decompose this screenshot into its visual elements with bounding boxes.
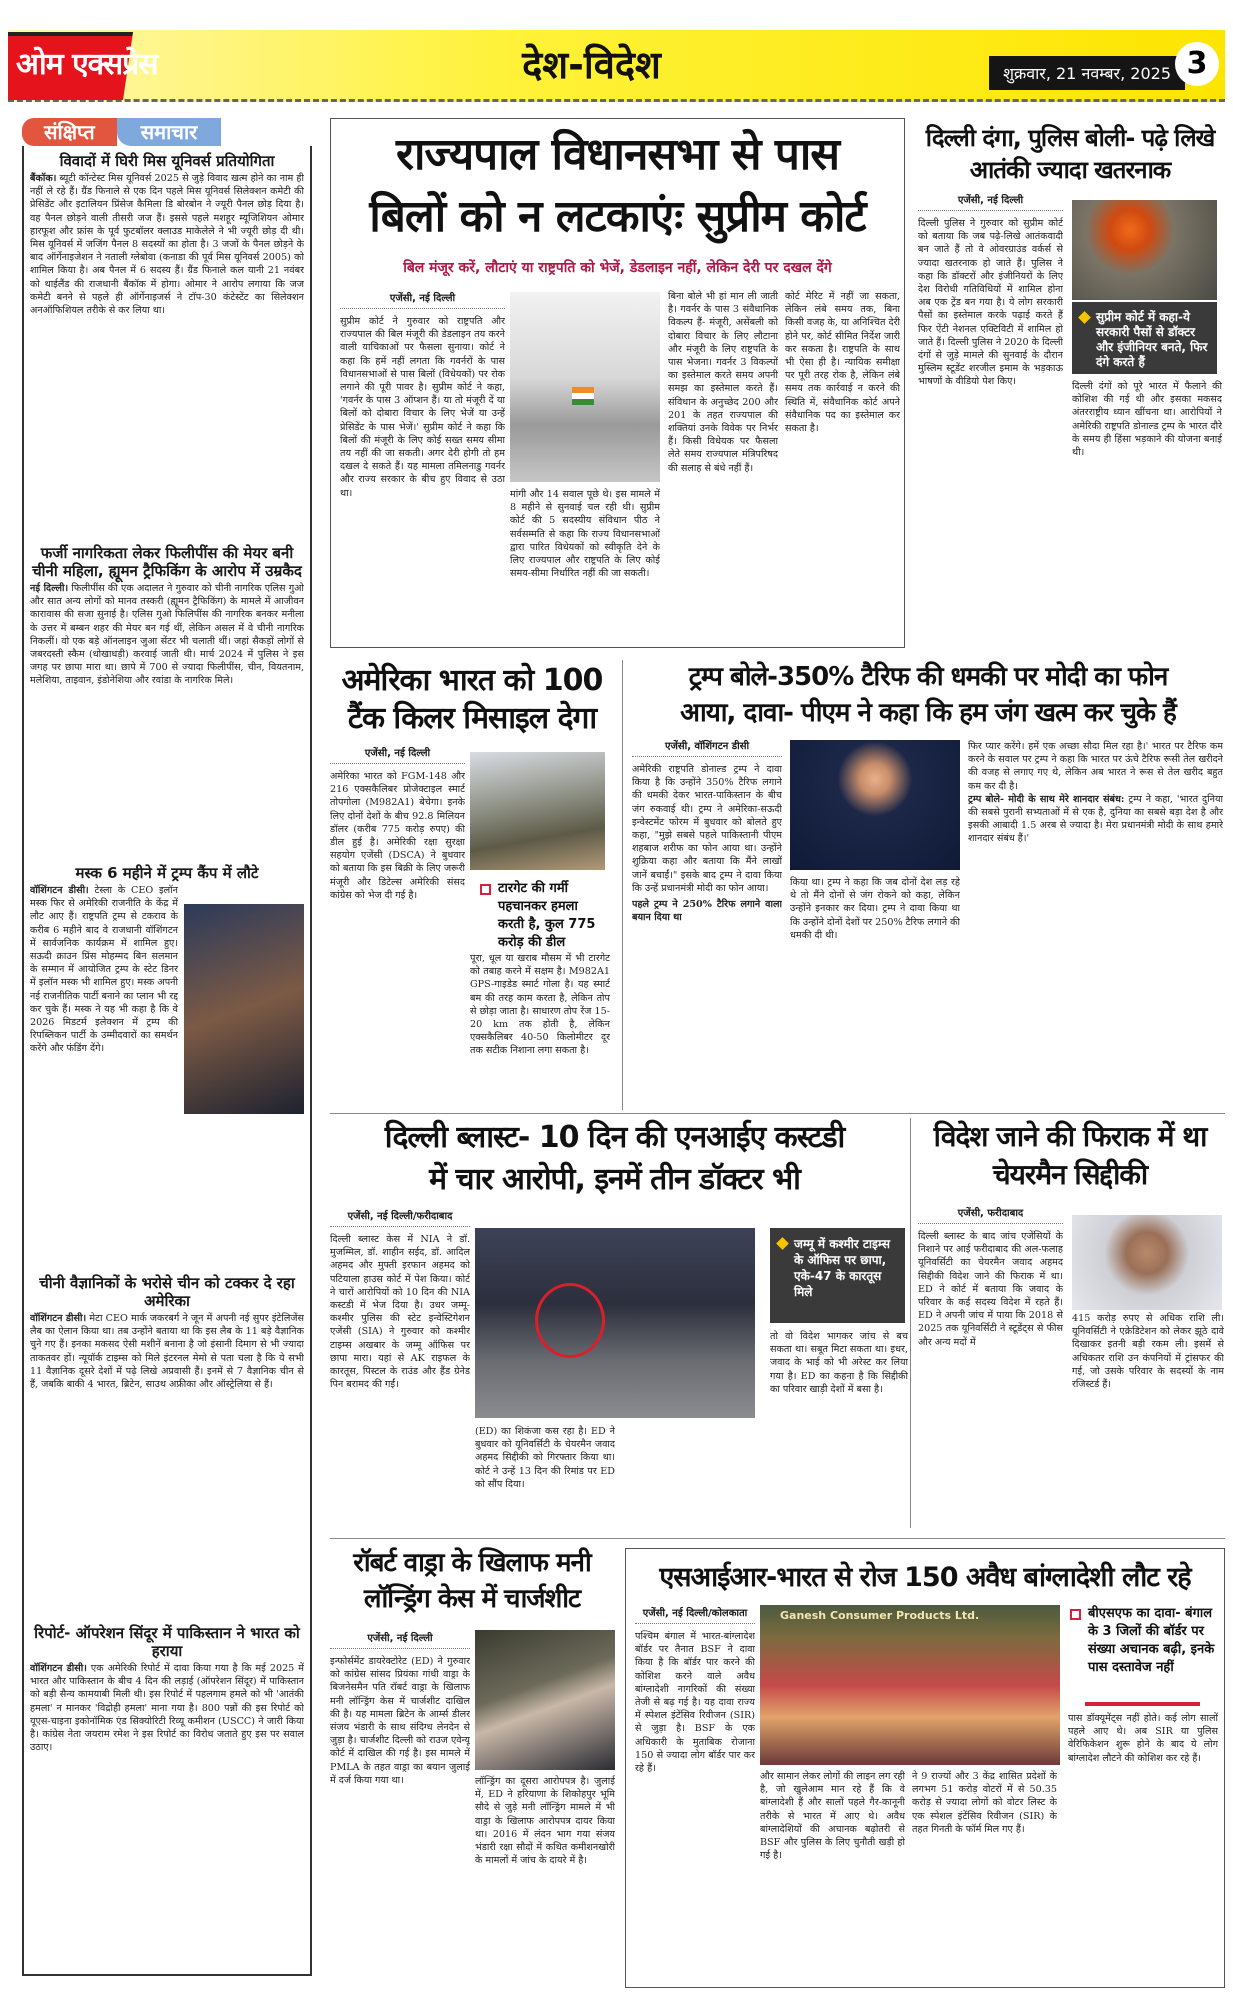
- brief-news-box: [22, 146, 312, 1976]
- brief-headline: फर्जी नागरिकता लेकर फिलीपींस की मेयर बनी चीनी महिला, ह्यूमन ट्रैफिकिंग के आरोप में उम्रकैद: [32, 544, 302, 580]
- riot-headline: दिल्ली दंगा, पुलिस बोली- पढ़े लिखे आतंकी ज्यादा खतरनाक: [925, 124, 1215, 184]
- page-number: 3: [1175, 42, 1219, 86]
- diamond-bullet-icon: [1078, 311, 1091, 324]
- supreme-court-photo: [510, 292, 660, 482]
- brief-dateline: नई दिल्ली।: [30, 583, 69, 594]
- blast-headline-line1: दिल्ली ब्लास्ट- 10 दिन की एनआईए कस्टडी: [384, 1120, 845, 1155]
- brief-news-sidebar: [22, 118, 312, 1978]
- brief-dateline: वॉशिंगटन डीसी।: [30, 1313, 87, 1324]
- lead-body-col2: मांगी और 14 सवाल पूछे थे। इस मामले में 8 महीने से सुनवाई चल रही थी। सुप्रीम कोर्ट की 5 सदस्यीय संविधान पीठ ने सर्वसम्मति से कहा कि राज्य विधानसभाओं द्वारा पारित विधेयकों को स्वीकृति देने के लिए राज्यपाल और राष्ट्रपति के लिए कोई समय-सीमा निर्धारित नहीं की जा सकती।: [510, 489, 660, 580]
- photo-banner-text: Ganesh Consumer Products Ltd.: [780, 1609, 980, 1622]
- highlight-circle: [535, 1283, 605, 1358]
- trump-body: अमेरिकी राष्ट्रपति डोनाल्ड ट्रम्प ने दावा किया है कि उन्होंने 350% टैरिफ लगाने की धमकी देकर भारत-पाकिस्तान के बीच जंग रुकवाई थी। ट्रम्प ने अमेरिका-सऊदी इन्वेस्टमेंट फोरम में बुधवार को बोलते हुए कहा, "मुझे सबसे पहले पाकिस्तानी पीएम शहबाज शरीफ का फोन आया था। उन्होंने शुक्रिया कहा और बताया कि मैंने लाखों जानें बचाईं।" इसके बाद ट्रम्प ने दावा किया कि उन्हें प्रधानमंत्री मोदी का फोन आया।: [632, 764, 782, 894]
- riot-photo: [1072, 200, 1217, 300]
- brief-item: [30, 148, 304, 540]
- sir-byline: एजेंसी, नई दिल्ली/कोलकाता: [635, 1605, 755, 1624]
- missile-photo: [470, 752, 605, 870]
- brief-item: [30, 540, 304, 860]
- section-title: देश-विदेश: [522, 43, 661, 87]
- brand-logo: ओम एक्सप्रेस: [16, 47, 158, 82]
- missile-body: अमेरिका भारत को FGM-148 और 216 एक्सकैलिबर प्रोजेक्टाइल स्मार्ट तोपगोला (M982A1) बेचेगा। इनके लिए दोनों देशों के बीच 92.8 मिलियन डॉलर (करीब 775 करोड़ रुपए) की डील हुई है। अमेरिकी रक्षा सुरक्षा सहयोग एजेंसी (DSCA) ने बुधवार को बताया कि इस बिक्री के लिए जरूरी मंजूरी और डिटेल्स अमेरिकी संसद कांग्रेस को भेज दी गई है।: [330, 771, 465, 901]
- siddiqui-body: दिल्ली ब्लास्ट के बाद जांच एजेंसियों के निशाने पर आई फरीदाबाद की अल-फलाह यूनिवर्सिटी का चेयरमैन जवाद अहमद सिद्दीकी विदेश जाने की फिराक में था। ED ने कोर्ट में बताया कि जवाद के परिवार के कई सदस्य विदेश में रहते हैं। ED ने अपनी जांच में पाया कि 2018 से 2025 तक यूनिवर्सिटी ने स्टूडेंट्स से फीस और अन्य मदों में: [918, 1231, 1063, 1348]
- sir-body: पश्चिम बंगाल में भारत-बांग्लादेश बॉर्डर पर तैनात BSF ने दावा किया है कि बॉर्डर पार करने की कोशिश करने वाले अवैध बांग्लादेशी नागरिकों की संख्या तेजी से बढ़ गई है। यह दावा राज्य में स्पेशल इंटेंसिव रिवीजन (SIR) से जुड़ा है। BSF के एक अधिकारी के मुताबिक रोजाना 150 से ज्यादा लोग बॉर्डर पार कर रहे हैं।: [635, 1631, 755, 1775]
- section-rule: [330, 1538, 1225, 1539]
- trump-body4: ट्रम्प ने कहा, 'भारत दुनिया की सबसे पुरानी सभ्यताओं में से एक है, दुनिया का सबसे बड़ा देश है और इसकी आबादी 1.5 अरब से ज्यादा है। मेरा प्रधानमंत्री मोदी के साथ हमारे शानदार संबंध हैं।': [968, 793, 1223, 845]
- brief-news-tag: [22, 118, 312, 146]
- brief-headline: चीनी वैज्ञानिकों के भरोसे चीन को टक्कर दे रहा अमेरिका: [39, 1274, 295, 1310]
- missile-byline: एजेंसी, नई दिल्ली: [330, 745, 465, 764]
- vadra-byline: एजेंसी, नई दिल्ली: [330, 1630, 470, 1649]
- trump-subhead: पहले ट्रम्प ने 250% टैरिफ लगाने वाला बयान दिया था: [632, 899, 782, 924]
- blast-callout: जम्मू में कश्मीर टाइम्स के ऑफिस पर छापा, एके-47 के कारतूस मिले: [770, 1228, 905, 1323]
- blast-headline-line2: में चार आरोपी, इनमें तीन डॉक्टर भी: [429, 1162, 800, 1197]
- callout-rule: [1085, 1702, 1200, 1706]
- section-rule: [330, 1113, 1225, 1114]
- issue-date: शुक्रवार, 21 नवम्बर, 2025: [989, 56, 1185, 90]
- vadra-headline: रॉबर्ट वाड्रा के खिलाफ मनी लॉन्ड्रिंग केस में चार्जशीट: [353, 1548, 591, 1614]
- trump-body2: किया था। ट्रम्प ने कहा कि जब दोनों देश लड़ रहे थे तो मैंने दोनों से जंग रोकने को कहा, लेकिन उन्होंने इनकार कर दिया। ट्रम्प ने दावा किया था कि उन्होंने दोनों देशों पर 250% टैरिफ लगाने की धमकी दी थी।: [790, 877, 960, 941]
- diamond-bullet-icon: [776, 1237, 789, 1250]
- trump-byline: एजेंसी, वॉशिंगटन डीसी: [632, 738, 782, 757]
- sir-body4: पास डॉक्यूमेंट्स नहीं होते। कई लोग सालों पहले आए थे। अब SIR या पुलिस वेरिफिकेशन शुरू होने के बाद ये लोग बांग्लादेश लौटने की कोशिश कर रहे हैं।: [1068, 1713, 1218, 1764]
- missile-headline: अमेरिका भारत को 100 टैंक किलर मिसाइल देगा: [341, 663, 603, 736]
- flag-icon: [572, 387, 594, 405]
- vadra-photo: [475, 1630, 615, 1770]
- square-bullet-icon: [1070, 1609, 1081, 1620]
- blast-body2: (ED) का शिकंजा कस रहा है। ED ने बुधवार को यूनिवर्सिटी के चेयरमैन जवाद अहमद सिद्दीकी को गिरफ्तार किया था। कोर्ट ने उन्हें 13 दिन की रिमांड पर ED को सौंप दिया।: [475, 1426, 615, 1490]
- column-rule: [622, 660, 623, 1110]
- tag-right: समाचार: [117, 118, 222, 146]
- siddiqui-byline: एजेंसी, फरीदाबाद: [918, 1205, 1063, 1224]
- trump-headline-line1: ट्रम्प बोले-350% टैरिफ की धमकी पर मोदी का फोन: [688, 662, 1168, 692]
- lead-subheadline: बिल मंजूर करें, लौटाएं या राष्ट्रपति को भेजें, डेडलाइन नहीं, लेकिन देरी पर दखल देंगे: [403, 260, 832, 276]
- lead-headline-line2: बिलों को न लटकाएंः सुप्रीम कोर्ट: [369, 191, 866, 242]
- trump-body3: फिर प्यार करेंगे। हमें एक अच्छा सौदा मिल रहा है।' भारत पर टैरिफ कम करने के सवाल पर ट्रम्प ने कहा कि भारत पर ऊंचे टैरिफ रूसी तेल खरीदने की वजह से लगाए गए थे, लेकिन अब भारत ने रूस से तेल खरीद बहुत कम कर दी है।: [968, 741, 1223, 792]
- sir-body3: ने 9 राज्यों और 3 केंद्र शासित प्रदेशों के लगभग 51 करोड़ वोटरों में से 50.35 करोड़ से ज्यादा लोगों को वोटर लिस्ट के एक स्पेशल इंटेंसिव रिवीजन (SIR) के तहत गिनती के फॉर्म मिल गए हैं।: [912, 1771, 1057, 1835]
- lead-body-col4: कोर्ट मेरिट में नहीं जा सकता, लेकिन लंबे समय तक, बिना किसी वजह के, या अनिश्चित देरी होने पर, कोर्ट सीमित निर्देश जारी कर सकता है। राष्ट्रपति के साथ भी ऐसा ही है। न्यायिक समीक्षा पर पूरी तरह रोक है, लेकिन लंबे समय तक कार्रवाई न करने की स्थिति में, संवैधानिक कोर्ट अपने संवैधानिक पद का इस्तेमाल कर सकता है।: [785, 291, 900, 435]
- trump-subhead2: ट्रम्प बोले- मोदी के साथ मेरे शानदार संबंध:: [968, 793, 1125, 805]
- square-bullet-icon: [480, 884, 491, 895]
- column-rule: [910, 1118, 911, 1528]
- brief-item: [30, 1620, 304, 1960]
- brief-dateline: वॉशिंगटन डीसी।: [30, 1663, 87, 1674]
- vadra-body2: लॉन्ड्रिंग का दूसरा आरोपपत्र है। जुलाई में, ED ने हरियाणा के शिकोहपुर भूमि सौदे से जुड़े मनी लॉन्ड्रिंग मामले में भी वाड्रा के खिलाफ आरोपपत्र दायर किया था। 2016 में लंदन भाग गया संजय भंडारी रक्षा सौदों में कथित कमीशनखोरी के मामलों में जांच के दायरे में है।: [475, 1776, 615, 1867]
- siddiqui-headline: विदेश जाने की फिराक में था चेयरमैन सिद्दीकी: [933, 1120, 1207, 1191]
- sir-callout: बीएसएफ का दावा- बंगाल के 3 जिलों की बॉर्डर पर संख्या अचानक बढ़ी, इनके पास दस्तावेज नहीं: [1068, 1605, 1218, 1677]
- blast-byline: एजेंसी, नई दिल्ली/फरीदाबाद: [330, 1208, 470, 1227]
- brief-dateline: बैंकॉक।: [30, 173, 57, 184]
- missile-callout: टारगेट की गर्मी पहचानकर हमला करती है, कुल 775 करोड़ की डील: [478, 880, 608, 952]
- brief-body: मेटा CEO मार्क जकरबर्ग ने जून में अपनी नई सुपर इंटेलिजेंस लैब का ऐलान किया था। तब उन्होंने बताया था कि इस लैब के 11 बड़े वैज्ञानिक चुने गए हैं। इनका मकसद ऐसी मशीनें बनाना है जो इंसानी दिमाग से भी ज्यादा ताकतवर हों। न्यूयॉर्क टाइम्स को मिले इंटरनल मेमो से पता चला है कि ये सभी 11 वैज्ञानिक दूसरे देशों में पढ़े लिखे अप्रवासी हैं। इनमें से 7 वैज्ञानिक चीन से हैं, जबकि बाकी 4 भारत, ब्रिटेन, साउथ अफ्रीका और ऑस्ट्रेलिया से हैं।: [30, 1313, 304, 1391]
- brief-dateline: वॉशिंगटन डीसी।: [30, 885, 89, 896]
- sir-photo: [760, 1605, 1060, 1765]
- brief-headline: रिपोर्ट- ऑपरेशन सिंदूर में पाकिस्तान ने भारत को हराया: [34, 1624, 300, 1660]
- masthead: [8, 30, 1225, 102]
- brief-headline: मस्क 6 महीने में ट्रम्प कैंप में लौटे: [75, 864, 259, 882]
- brief-headline: विवादों में घिरी मिस यूनिवर्स प्रतियोगिता: [59, 152, 275, 170]
- siddiqui-photo: [1072, 1215, 1222, 1310]
- brief-body: एक अमेरिकी रिपोर्ट में दावा किया गया है कि मई 2025 में भारत और पाकिस्तान के बीच 4 दिन की लड़ाई (ऑपरेशन सिंदूर) में पाकिस्तान को बड़ी सैन्य कामयाबी मिली थी। इस रिपोर्ट में पहलगाम हमले को भी 'आतंकी हमला' न मानकर 'विद्रोही हमला' माना गया है। 800 पन्नों की इस रिपोर्ट को यूएस-चाइना इकोनॉमिक एंड सिक्योरिटी रिव्यू कमीशन (USCC) ने जारी किया है। कांग्रेस नेता जयराम रमेश ने इस रिपोर्ट का विरोध जताते हुए इस पर सवाल उठाए।: [30, 1663, 304, 1754]
- trump-photo: [790, 740, 960, 870]
- riot-body2: दिल्ली दंगों को पूरे भारत में फैलाने की कोशिश की गई थी और इसका मकसद अंतरराष्ट्रीय ध्यान खींचना था। आरोपियों ने अमेरिकी राष्ट्रपति डोनाल्ड ट्रम्प के भारत दौरे के समय ही हिंसा भड़काने की योजना बनाई थी।: [1072, 381, 1222, 459]
- lead-headline-line1: राज्यपाल विधानसभा से पास: [396, 129, 839, 180]
- riot-byline: एजेंसी, नई दिल्ली: [918, 192, 1063, 211]
- lead-body-col1: सुप्रीम कोर्ट ने गुरुवार को राष्ट्रपति और राज्यपाल की बिल मंजूरी की डेडलाइन तय करने वाली याचिकाओं पर फैसला सुनाया। कोर्ट ने कहा कि हमें नहीं लगता कि गवर्नरों के पास विधानसभाओं से पास बिलों (विधेयकों) पर रोक लगाने की पूरी पावर है। सुप्रीम कोर्ट ने कहा, 'गवर्नर के पास 3 ऑप्शन हैं। या तो मंजूरी दें या बिलों को दोबारा विचार के लिए भेजें या उन्हें प्रेसिडेंट के पास भेजें।' सुप्रीम कोर्ट ने कहा कि बिलों की मंजूरी के लिए कोई सख्त समय सीमा तय नहीं की जा सकती। अगर देरी होगी तो हम दखल दे सकते हैं। यह मामला तमिलनाडु गवर्नर और राज्य सरकार के बीच हुए विवाद से उठा था।: [340, 316, 505, 499]
- blast-photo: [475, 1228, 755, 1418]
- trump-headline-line2: आया, दावा- पीएम ने कहा कि हम जंग खत्म कर चुके हैं: [680, 698, 1176, 728]
- siddiqui-body2: 415 करोड़ रुपए से अधिक राशि ली। यूनिवर्सिटी ने एक्रेडिटेशन को लेकर झूठे दावे दिखाकर इतनी बड़ी रकम ली। इसमें से अधिकतर राशि उन कंपनियों में ट्रांसफर की गई, जो उसके परिवार के सदस्यों के नाम रजिस्टर्ड हैं।: [1072, 1313, 1224, 1391]
- brief-body: फिलीपींस की एक अदालत ने गुरुवार को चीनी नागरिक एलिस गुओ और सात अन्य लोगों को मानव तस्करी (ह्यूमन ट्रैफिकिंग) के मामले में आजीवन कारावास की सजा सुनाई है। एलिस गुओ फिलिपींस की नागरिक बनकर मनीला के उत्तर में बम्बन शहर की मेयर बन गई थीं, लेकिन असल में वे चीनी नागरिक निकलीं। वो एक बड़े ऑनलाइन जुआ सेंटर भी चलाती थीं। जहां सैकड़ों लोगों से जबरदस्ती स्कैम (धोखाधड़ी) करवाई जाती थी। मार्च 2024 में पुलिस ने इस जगह पर छापा मारा था। छापे में 700 से ज्यादा फिलीपींस, चीन, वियतनाम, मलेशिया, ताइवान, इंडोनेशिया और रवांडा के नागरिक मिले।: [30, 583, 304, 687]
- brief-item: [30, 860, 304, 1270]
- riot-callout: सुप्रीम कोर्ट में कहा-ये सरकारी पैसों से डॉक्टर और इंजीनियर बनते, फिर दंगे करते हैं: [1072, 302, 1217, 374]
- lead-body-col3: बिना बोले भी हां मान ली जाती है। गवर्नर के पास 3 संवैधानिक विकल्प हैं- मंजूरी, असेंबली को दोबारा विचार के लिए लौटाना और मंजूरी के लिए राष्ट्रपति के पास भेजना। गवर्नर 3 विकल्पों का इस्तेमाल करते समय अपनी समझ का इस्तेमाल करते हैं। संविधान के अनुच्छेद 200 और 201 के तहत राज्यपाल की शक्तियां उनके विवेक पर निर्भर हैं। किसी विधेयक पर फैसला लेते समय राज्यपाल मंत्रिपरिषद की सलाह से बंधे नहीं हैं।: [668, 291, 778, 474]
- missile-body2: पूरा, धूल या खराब मौसम में भी टारगेट को तबाह करने में सक्षम है। M982A1 GPS-गाइडेड स्मार्ट गोला है। यह स्मार्ट बम की तरह काम करता है, लेकिन तोप से छोड़ा जाता है। साधारण तोप रेंज 15-20 km तक होती है, लेकिन एक्सकैलिबर 40-50 किलोमीटर दूर तक सटीक निशाना लगा सकता है।: [470, 953, 610, 1057]
- tag-left: संक्षिप्त: [22, 118, 117, 146]
- lead-byline: एजेंसी, नई दिल्ली: [340, 290, 505, 309]
- sir-body2: और सामान लेकर लोगों की लाइन लग रही है, जो खुलेआम मान रहे हैं कि वे बांग्लादेशी हैं और सालों पहले गैर-कानूनी तरीके से भारत में आए थे। अवैध बांग्लादेशियों की अचानक बढ़ोतरी से BSF और पुलिस के लिए चुनौती खड़ी हो गई है।: [760, 1771, 905, 1862]
- musk-trump-photo: [184, 904, 304, 1114]
- blast-body3: तो वो विदेश भागकर जांच से बच सकता था। सबूत मिटा सकता था। इधर, जवाद के भाई को भी अरेस्ट कर लिया गया है। ED का कहना है कि सिद्दीकी का परिवार खाड़ी देशों में बसा है।: [770, 1331, 908, 1395]
- sir-headline: एसआईआर-भारत से रोज 150 अवैध बांग्लादेशी लौट रहे: [659, 1562, 1191, 1593]
- blast-body: दिल्ली ब्लास्ट केस में NIA ने डॉ. मुजम्मिल, डॉ. शाहीन सईद, डॉ. आदिल अहमद और मुफ्ती इरफान अहमद को पटियाला हाउस कोर्ट में पेश किया। कोर्ट ने चारों आरोपियों को 10 दिन की NIA कस्टडी में भेज दिया है। उधर जम्मू-कश्मीर पुलिस की स्टेट इन्वेस्टिगेशन एजेंसी (SIA) ने गुरुवार को कश्मीर टाइम्स अखबार के जम्मू ऑफिस पर छापा मारा। यहां से AK राइफल के कारतूस, पिस्टल के राउंड और हैंड ग्रेनेड पिन बरामद की गईं।: [330, 1234, 470, 1391]
- vadra-body: इन्फोर्समेंट डायरेक्टोरेट (ED) ने गुरुवार को कांग्रेस सांसद प्रियंका गांधी वाड्रा के बिजनेसमैन पति रॉबर्ट वाड्रा के खिलाफ मनी लॉन्ड्रिंग केस में चार्जशीट दाखिल की है। यह मामला ब्रिटेन के आर्म्स डीलर संजय भंडारी के साथ संदिग्ध लेनदेन से जुड़ा है। चार्जशीट दिल्ली को राउज एवेन्यू कोर्ट में दाखिल की गई है। इस मामले में PMLA के तहत वाड्रा का बयान जुलाई में दर्ज किया गया था।: [330, 1656, 470, 1786]
- brief-item: [30, 1270, 304, 1620]
- riot-body: दिल्ली पुलिस ने गुरुवार को सुप्रीम कोर्ट को बताया कि जब पढ़े-लिखे आतंकवादी बन जाते हैं तो वे ओवरग्राउंड वर्कर्स से ज्यादा खतरनाक हो जाते हैं। पुलिस ने कहा कि डॉक्टरों और इंजीनियरों के लिए देश विरोधी गतिविधियों में शामिल होना अब एक ट्रेंड बन गया है। ये लोग सरकारी पैसों का इस्तेमाल करके पढ़ाई करते हैं फिर ऐंटी नेशनल एक्टिविटी में शामिल हो जाते हैं। दिल्ली पुलिस ने 2020 के दिल्ली दंगों से जुड़े मामले की सुनवाई के दौरान मुस्लिम स्टूडेंट शरजील इमाम के भड़काऊ भाषणों के वीडियो पेश किए।: [918, 218, 1063, 388]
- brief-body: ब्यूटी कॉन्टेस्ट मिस यूनिवर्स 2025 से जुड़े विवाद खत्म होने का नाम ही नहीं ले रहे हैं। ग्रैंड फिनाले से एक दिन पहले मिस यूनिवर्स सिलेक्शन कमेटी की प्रेसिडेंट और इटालियन प्रिंसेज कैमिला डि बोरबोन ने ज्यूरी पैनल छोड़ दिया है। वह पैनल छोड़ने वाली तीसरी जज हैं। इससे पहले मशहूर म्यूजिशियन ओमार हारफूश और फ्रांस के पूर्व फुटबॉलर क्लाउड माकेलेले ने भी ज्यूरी छोड़ दी थी। मिस यूनिवर्स में जजिंग पैनल 8 सदस्यों का होता है। 3 जजों के पैनल छोड़ने के बाद ऑर्गेनाइजेशन ने नताली ग्लेबोवा (कनाडा की पूर्व मिस यूनिवर्स 2005) को शामिल किया है। अब पैनल में 6 सदस्य हैं। ग्रैंड फिनाले कल यानी 21 नवंबर को थाईलैंड की राजधानी बैंकॉक में होगा। ओमार ने आरोप लगाया कि जज कमेटी बनने से पहले ही ऑर्गेनाइजर्स ने टॉप-30 कंटेस्टेंट का सिलेक्शन अनऑफिशियल तरीके से कर लिया था।: [30, 173, 304, 317]
- brief-body: टेस्ला के CEO इलॉन मस्क फिर से अमेरिकी राजनीति के केंद्र में लौट आए हैं। राष्ट्रपति ट्रम्प से टकराव के करीब 6 महीने बाद वे राजधानी वॉशिंगटन में सार्वजनिक कार्यक्रम में शामिल हुए। सऊदी क्राउन प्रिंस मोहम्मद बिन सलमान के सम्मान में आयोजित ट्रम्प के स्टेट डिनर में इलॉन मस्क भी शामिल हुए। मस्क अपनी नई राजनीतिक पार्टी बनाने का प्लान भी रद्द कर चुके हैं। मस्क ने यह भी कहा है कि वे 2026 मिडटर्म इलेक्शन में ट्रम्प की रिपब्लिकन पार्टी के उम्मीदवारों का समर्थन करेंगे और फंडिंग देंगे।: [30, 885, 178, 1055]
